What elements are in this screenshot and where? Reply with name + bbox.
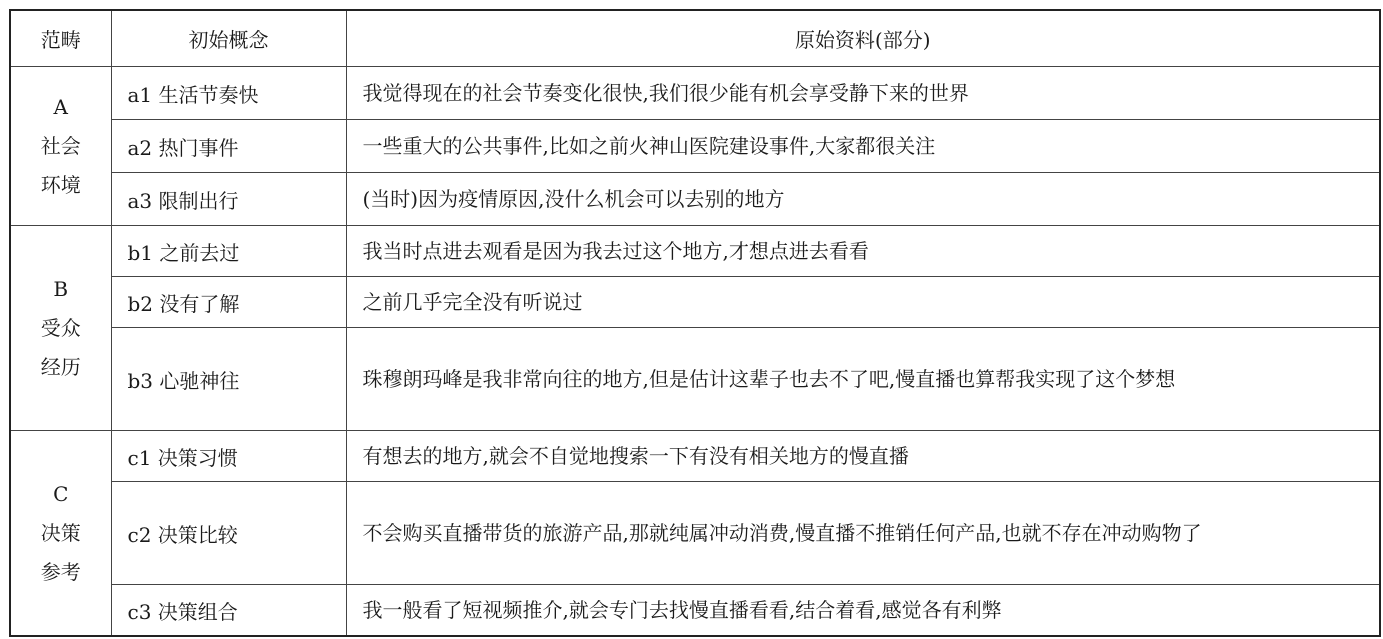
table-row: [10, 431, 1380, 482]
category-letter: C: [53, 481, 69, 506]
category-name-line1: 社会: [40, 133, 81, 158]
table-row: [10, 67, 1380, 120]
source-cell: 之前几乎完全没有听说过: [346, 277, 1380, 328]
category-cell-b: [10, 226, 111, 431]
category-name-line1: 决策: [40, 520, 81, 545]
category-name-line2: 参考: [40, 559, 81, 584]
header-concept: 初始概念: [111, 10, 346, 67]
category-name-line2: 经历: [40, 354, 81, 379]
concept-cell: c1 决策习惯: [111, 431, 346, 482]
table-header-row: [10, 10, 1380, 67]
header-category: 范畴: [10, 10, 111, 67]
source-cell: 一些重大的公共事件,比如之前火神山医院建设事件,大家都很关注: [346, 120, 1380, 173]
header-source: 原始资料(部分): [346, 10, 1380, 67]
table-row: [10, 328, 1380, 431]
concept-cell: b3 心驰神往: [111, 328, 346, 431]
concept-cell: c2 决策比较: [111, 482, 346, 585]
source-cell: 有想去的地方,就会不自觉地搜索一下有没有相关地方的慢直播: [346, 431, 1380, 482]
category-name-line2: 环境: [40, 172, 81, 197]
table-row: [10, 120, 1380, 173]
concept-cell: a2 热门事件: [111, 120, 346, 173]
category-letter: A: [53, 94, 68, 119]
category-cell-a: [10, 67, 111, 226]
concept-cell: b2 没有了解: [111, 277, 346, 328]
source-cell: 我一般看了短视频推介,就会专门去找慢直播看看,结合着看,感觉各有利弊: [346, 585, 1380, 637]
table-row: [10, 277, 1380, 328]
table-row: [10, 226, 1380, 277]
concept-cell: b1 之前去过: [111, 226, 346, 277]
source-cell: 我觉得现在的社会节奏变化很快,我们很少能有机会享受静下来的世界: [346, 67, 1380, 120]
category-name-line1: 受众: [40, 315, 81, 340]
source-cell: (当时)因为疫情原因,没什么机会可以去别的地方: [346, 173, 1380, 226]
table-row: [10, 585, 1380, 637]
table-row: [10, 173, 1380, 226]
source-cell: 不会购买直播带货的旅游产品,那就纯属冲动消费,慢直播不推销任何产品,也就不存在冲动购物了: [346, 482, 1380, 585]
category-cell-c: [10, 431, 111, 637]
source-cell: 珠穆朗玛峰是我非常向往的地方,但是估计这辈子也去不了吧,慢直播也算帮我实现了这个梦想: [346, 328, 1380, 431]
concept-cell: a1 生活节奏快: [111, 67, 346, 120]
category-letter: B: [53, 276, 69, 301]
source-cell: 我当时点进去观看是因为我去过这个地方,才想点进去看看: [346, 226, 1380, 277]
concept-table: [9, 9, 1381, 637]
table-row: [10, 482, 1380, 585]
concept-cell: a3 限制出行: [111, 173, 346, 226]
concept-cell: c3 决策组合: [111, 585, 346, 637]
